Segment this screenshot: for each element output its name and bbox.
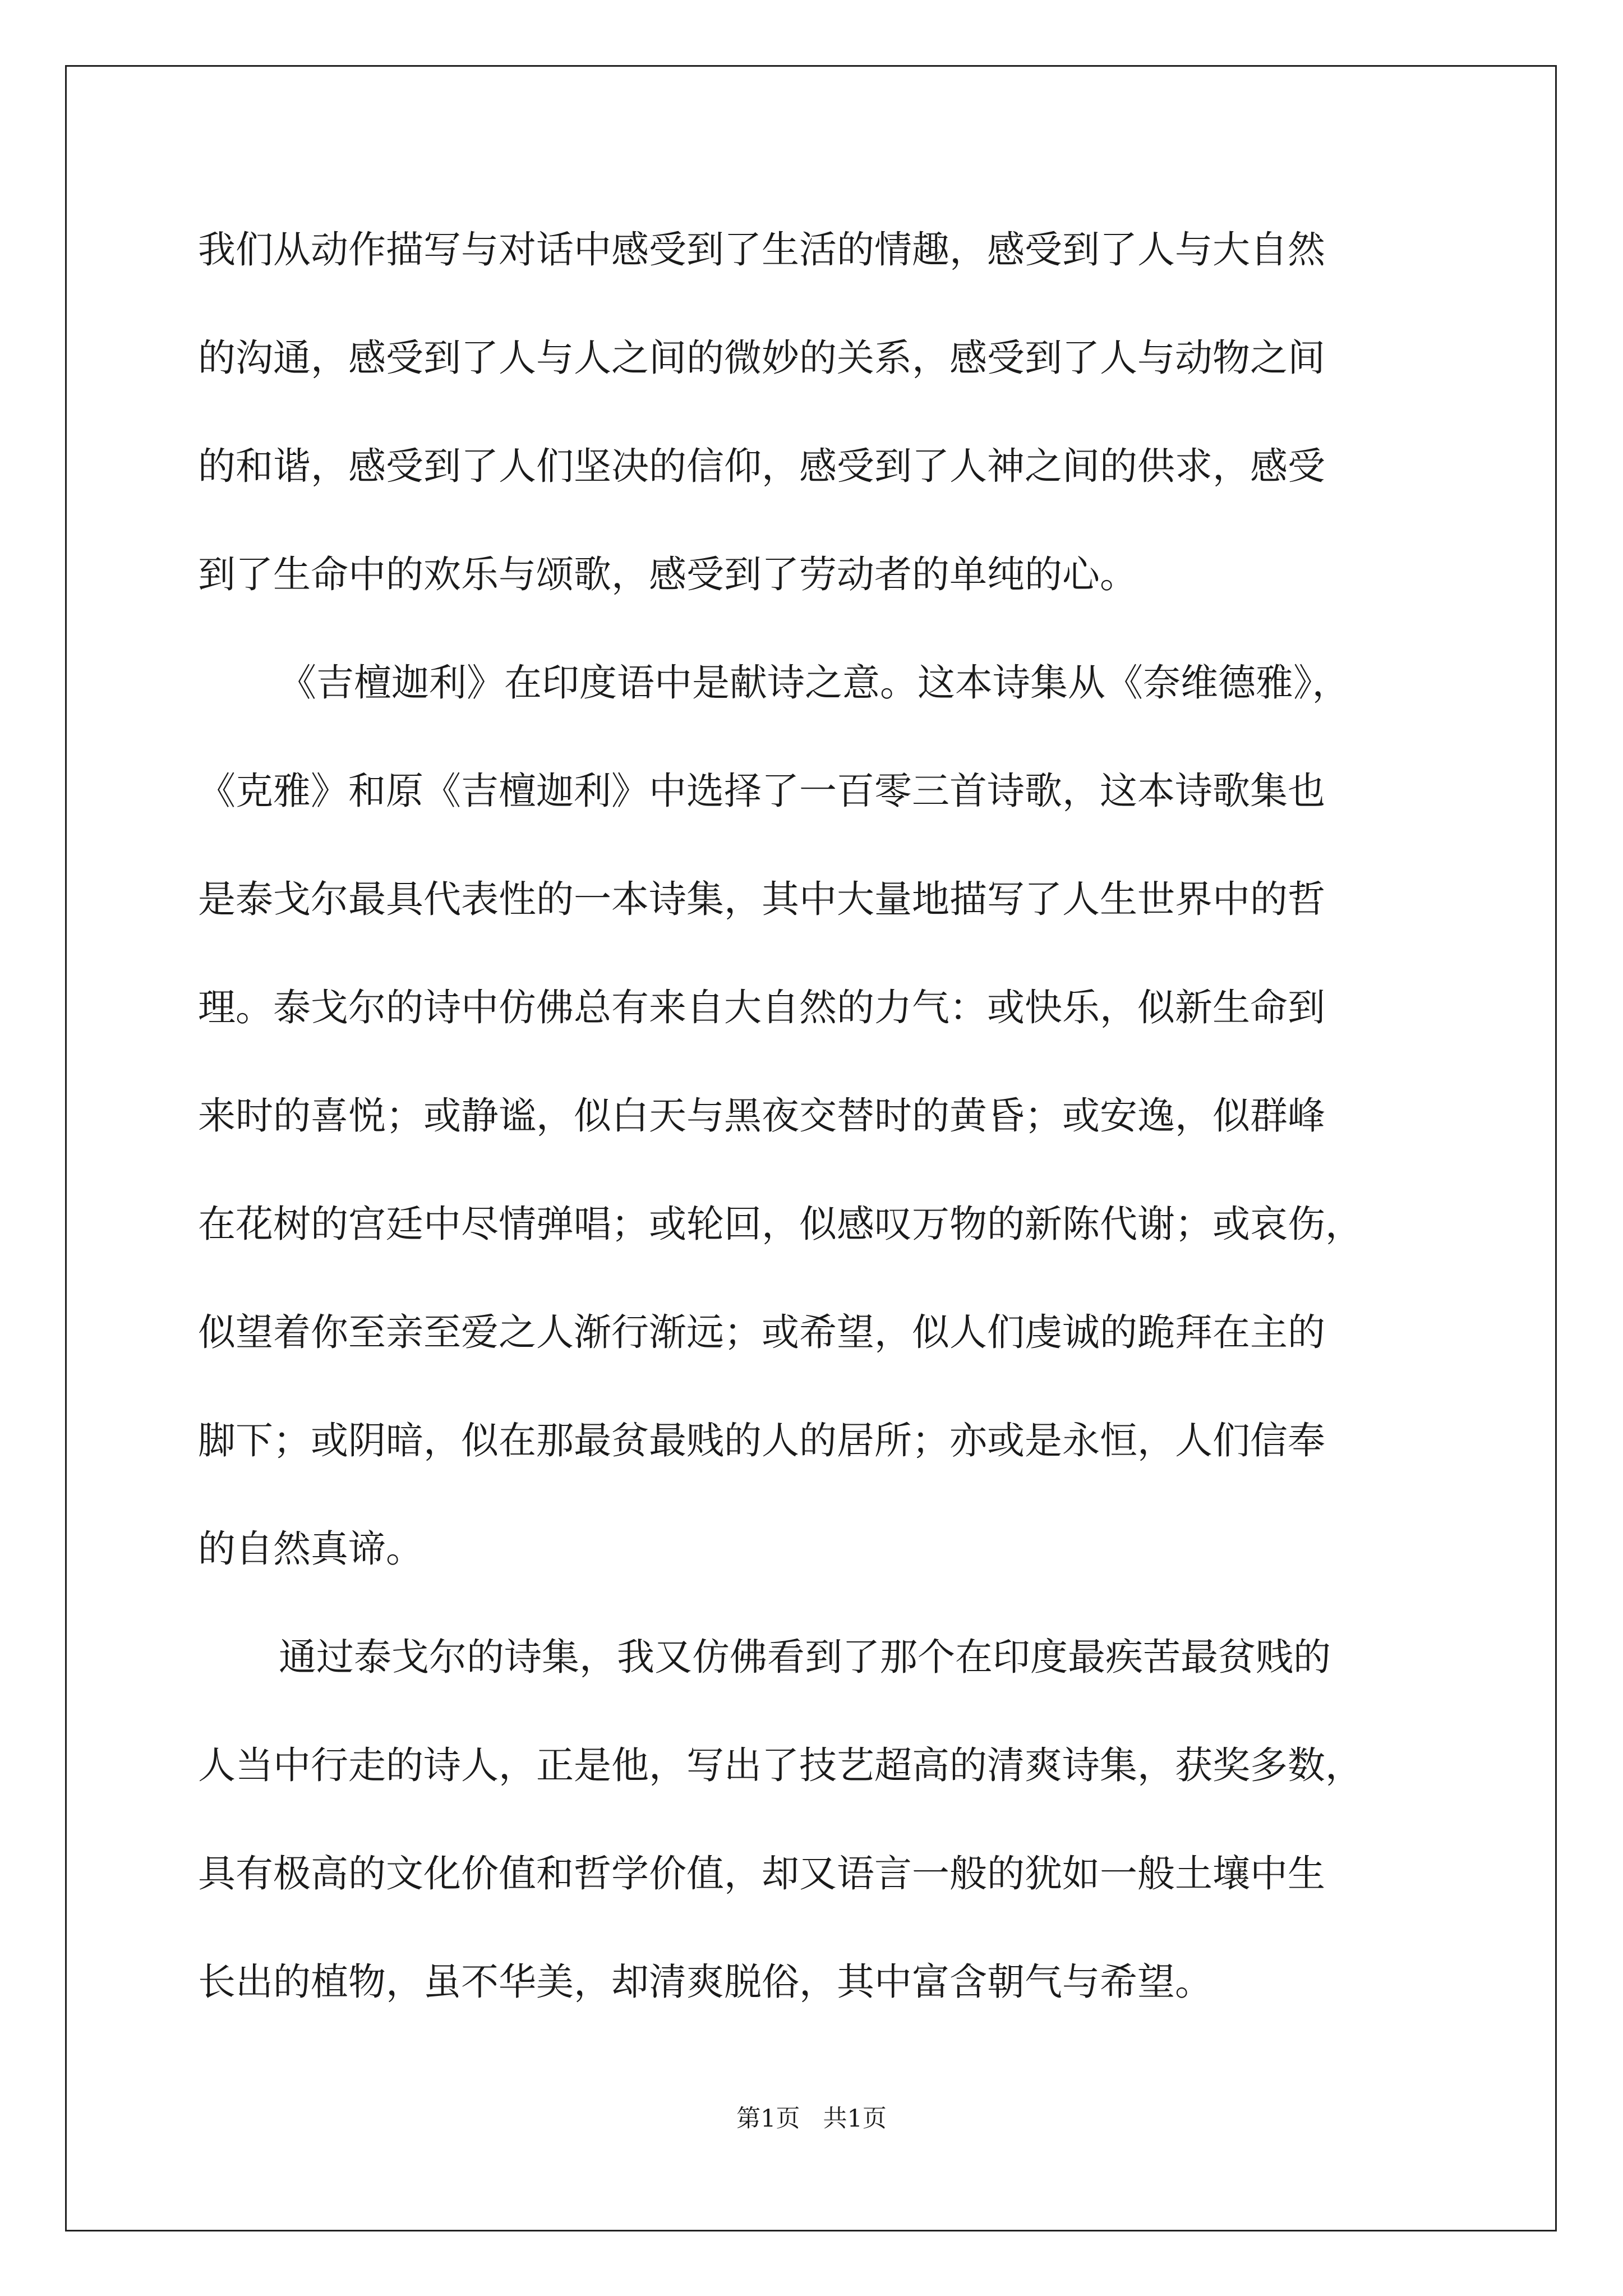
text-line: 的自然真谛。 bbox=[198, 1527, 423, 1571]
document-body bbox=[198, 218, 1426, 2058]
text-line: 脚下；或阴暗，似在那最贫最贱的人的居所；亦或是永恒，人们信奉 bbox=[198, 1419, 1325, 1462]
text-line: 《克雅》和原《吉檀迦利》中选择了一百零三首诗歌，这本诗歌集也 bbox=[198, 769, 1325, 813]
text-line: 长出的植物，虽不华美，却清爽脱俗，其中富含朝气与希望。 bbox=[198, 1960, 1212, 2004]
text-line: 具有极高的文化价值和哲学价值，却又语言一般的犹如一般土壤中生 bbox=[198, 1852, 1325, 1895]
text-line: 是泰戈尔最具代表性的一本诗集，其中大量地描写了人生世界中的哲 bbox=[198, 877, 1325, 921]
text-line: 的和谐，感受到了人们坚决的信仰，感受到了人神之间的供求，感受 bbox=[198, 444, 1325, 488]
text-line: 人当中行走的诗人，正是他，写出了技艺超高的清爽诗集，获奖多数， bbox=[198, 1743, 1363, 1787]
text-line: 理。泰戈尔的诗中仿佛总有来自大自然的力气：或快乐，似新生命到 bbox=[198, 986, 1325, 1029]
text-line: 《吉檀迦利》在印度语中是献诗之意。这本诗集从《奈维德雅》， bbox=[279, 661, 1350, 705]
page-number-footer: 第1页 共1页 bbox=[736, 2105, 887, 2133]
text-line: 通过泰戈尔的诗集，我又仿佛看到了那个在印度最疾苦最贫贱的 bbox=[279, 1635, 1331, 1679]
text-line: 来时的喜悦；或静谧，似白天与黑夜交替时的黄昏；或安逸，似群峰 bbox=[198, 1094, 1325, 1138]
text-line: 到了生命中的欢乐与颂歌，感受到了劳动者的单纯的心。 bbox=[198, 553, 1137, 596]
text-line: 似望着你至亲至爱之人渐行渐远；或希望，似人们虔诚的跪拜在主的 bbox=[198, 1310, 1325, 1354]
text-line: 的沟通，感受到了人与人之间的微妙的关系，感受到了人与动物之间 bbox=[198, 336, 1325, 380]
text-line: 我们从动作描写与对话中感受到了生活的情趣，感受到了人与大自然 bbox=[198, 228, 1325, 272]
text-line: 在花树的宫廷中尽情弹唱；或轮回，似感叹万物的新陈代谢；或哀伤， bbox=[198, 1202, 1363, 1246]
